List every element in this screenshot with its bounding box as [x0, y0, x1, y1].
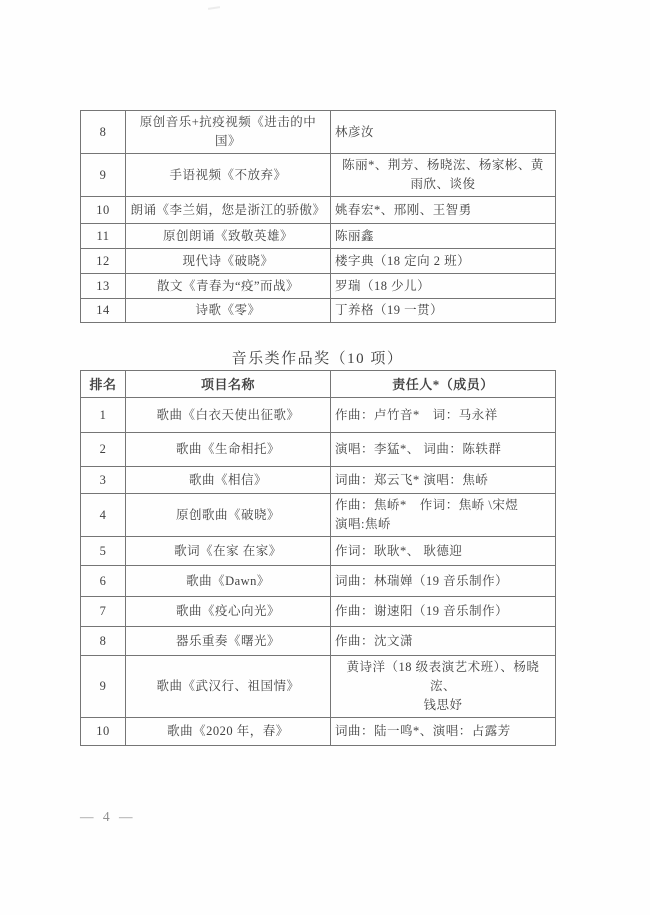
- rank-cell: 5: [81, 537, 126, 566]
- table-row: [81, 398, 556, 433]
- project-name-cell: 歌曲《Dawn》: [126, 566, 331, 597]
- table-row: [81, 154, 556, 197]
- person-cell: [331, 494, 556, 537]
- project-name-header: 项目名称: [126, 371, 331, 398]
- table-row: [81, 566, 556, 597]
- table-row: [81, 111, 556, 154]
- person-cell: 作词：耿耿*、 耿德迎: [331, 537, 556, 566]
- person-cell: 词曲：陆一鸣*、演唱：占露芳: [331, 718, 556, 746]
- person-cell: [331, 154, 556, 197]
- project-name-cell: 歌曲《武汉行、祖国情》: [126, 656, 331, 718]
- rank-cell: 4: [81, 494, 126, 537]
- person-cell: 丁养格（19 一贯）: [331, 299, 556, 323]
- project-name-cell: 朗诵《李兰娟，您是浙江的骄傲》: [126, 197, 331, 224]
- person-cell: 词曲：郑云飞* 演唱：焦峤: [331, 467, 556, 494]
- table-row: [81, 224, 556, 249]
- rank-cell: 9: [81, 154, 126, 197]
- rank-cell: 13: [81, 274, 126, 299]
- table-row: [81, 537, 556, 566]
- table-row: [81, 299, 556, 323]
- music-awards-table: [80, 370, 556, 746]
- table-row: [81, 197, 556, 224]
- project-name-cell: 器乐重奏《曙光》: [126, 627, 331, 656]
- project-name-cell: 歌曲《2020 年，春》: [126, 718, 331, 746]
- person-line: 雨欣、谈俊: [410, 177, 476, 191]
- project-name-cell: 现代诗《破晓》: [126, 249, 331, 274]
- table-title: 音乐类作品奖（10 项）: [231, 351, 404, 367]
- project-name-cell: 原创朗诵《致敬英雄》: [126, 224, 331, 249]
- rank-cell: 9: [81, 656, 126, 718]
- person-cell: 演唱：李猛*、 词曲：陈轶群: [331, 433, 556, 467]
- person-cell: 罗瑞（18 少儿）: [331, 274, 556, 299]
- rank-header: 排名: [81, 371, 126, 398]
- person-cell: 作曲：卢竹音* 词：马永祥: [331, 398, 556, 433]
- rank-cell: 6: [81, 566, 126, 597]
- person-cell: 楼字典（18 定向 2 班）: [331, 249, 556, 274]
- table-row: [81, 494, 556, 537]
- table-row: [81, 274, 556, 299]
- person-line: 作曲：焦峤* 作词：焦峤 \宋煜: [335, 498, 519, 512]
- project-name-cell: 歌曲《白衣天使出征歌》: [126, 398, 331, 433]
- table-row: [81, 656, 556, 718]
- project-name-cell: 诗歌《零》: [126, 299, 331, 323]
- project-name-cell: 原创歌曲《破晓》: [126, 494, 331, 537]
- table-row: [81, 627, 556, 656]
- project-name-cell: 手语视频《不放弃》: [126, 154, 331, 197]
- rank-cell: 8: [81, 627, 126, 656]
- person-header: 责任人*（成员）: [331, 371, 556, 398]
- person-line: 钱思妤: [423, 698, 463, 712]
- rank-cell: 2: [81, 433, 126, 467]
- person-cell: [331, 656, 556, 718]
- table-row: [81, 718, 556, 746]
- project-name-cell: 歌词《在家 在家》: [126, 537, 331, 566]
- rank-cell: 7: [81, 597, 126, 627]
- table-row: [81, 433, 556, 467]
- project-name-cell: 散文《青春为“疫”而战》: [126, 274, 331, 299]
- project-name-cell: 原创音乐+抗疫视频《进击的中国》: [126, 111, 331, 154]
- project-name-cell: 歌曲《相信》: [126, 467, 331, 494]
- rank-cell: 11: [81, 224, 126, 249]
- rank-cell: 14: [81, 299, 126, 323]
- table-row: [81, 597, 556, 627]
- person-cell: 林彦汝: [331, 111, 556, 154]
- project-name-cell: 歌曲《生命相托》: [126, 433, 331, 467]
- rank-cell: 12: [81, 249, 126, 274]
- project-name-cell: 歌曲《疫心向光》: [126, 597, 331, 627]
- rank-cell: 1: [81, 398, 126, 433]
- person-cell: 陈丽鑫: [331, 224, 556, 249]
- person-line: 黄诗洋（18 级表演艺术班）、杨晓浤、: [346, 660, 540, 693]
- person-cell: 作曲：沈文潇: [331, 627, 556, 656]
- rank-cell: 3: [81, 467, 126, 494]
- rank-cell: 10: [81, 718, 126, 746]
- page-number: — 4 —: [80, 809, 136, 824]
- scan-artifact: [208, 6, 220, 10]
- awards-table-continued: [80, 110, 556, 323]
- person-line: 演唱:焦峤: [335, 517, 391, 531]
- person-cell: 作曲：谢速阳（19 音乐制作）: [331, 597, 556, 627]
- rank-cell: 8: [81, 111, 126, 154]
- table-row: [81, 467, 556, 494]
- rank-cell: 10: [81, 197, 126, 224]
- table-header-row: [81, 371, 556, 398]
- person-cell: 姚春宏*、邢刚、王智勇: [331, 197, 556, 224]
- person-line: 陈丽*、荆芳、杨晓浤、杨家彬、黄: [342, 158, 544, 172]
- table-row: [81, 249, 556, 274]
- person-cell: 词曲：林瑞婵（19 音乐制作）: [331, 566, 556, 597]
